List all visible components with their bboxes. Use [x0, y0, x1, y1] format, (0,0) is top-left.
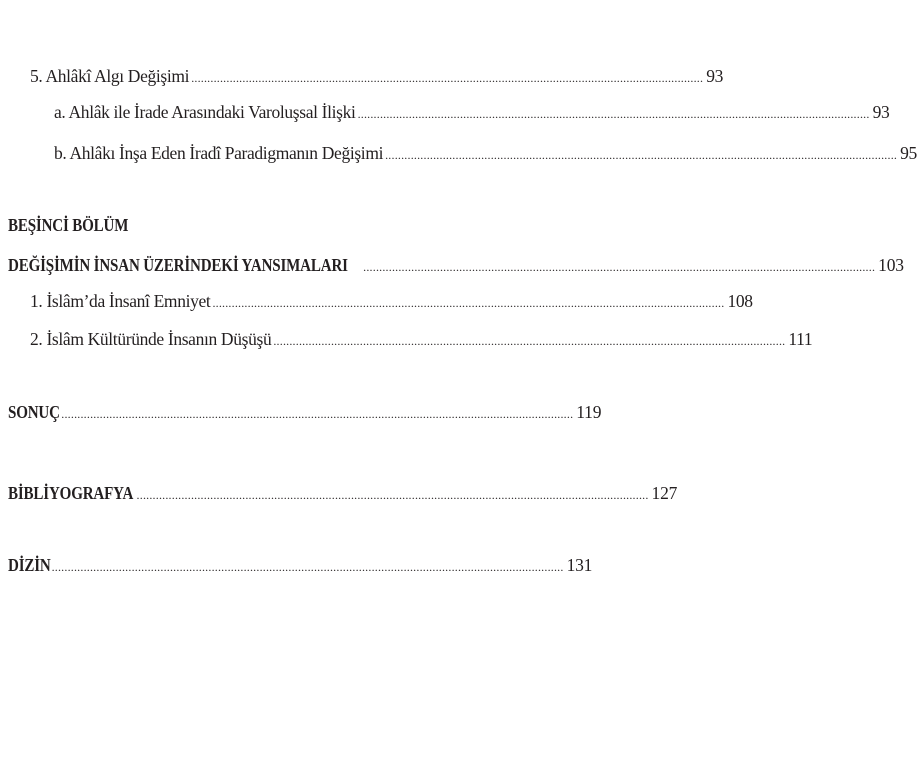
toc-entry-title: SONUÇ [8, 402, 60, 422]
leader-dots: ................................................................................................................................................................ [212, 296, 725, 310]
toc-entry-bibliyografya[interactable] [8, 482, 678, 506]
leader-dots: ................................................................................................................................................................ [363, 260, 876, 274]
leader-dots: ................................................................................................................................................................ [357, 107, 870, 121]
toc-entry-page: 95 [900, 143, 917, 163]
toc-entry-page: 93 [706, 66, 723, 86]
toc-entry-ahlak-irade[interactable] [54, 101, 890, 125]
toc-entry-insani-emniyet[interactable] [30, 290, 753, 314]
toc-entry-title: a. Ahlâk ile İrade Arasındaki Varoluşsal İlişki [54, 102, 356, 122]
toc-entry-page: 93 [872, 102, 890, 122]
chapter-label: BEŞİNCİ BÖLÜM [8, 215, 129, 235]
toc-entry-ahlaki-algi[interactable] [30, 65, 723, 89]
toc-entry-title: BİBLİYOGRAFYA [8, 483, 134, 503]
toc-entry-page: 103 [878, 255, 904, 275]
leader-dots: ................................................................................................................................................................ [61, 407, 574, 421]
toc-entry-title: 5. Ahlâkî Algı Değişimi [30, 66, 190, 86]
toc-entry-page: 119 [576, 402, 602, 422]
toc-entry-title: 2. İslâm Kültüründe İnsanın Düşüşü [30, 329, 272, 349]
toc-entry-chapter5[interactable] [8, 254, 904, 278]
toc-entry-title: DEĞİŞİMİN İNSAN ÜZERİNDEKİ YANSIMALARI [8, 255, 348, 275]
toc-entry-dizin[interactable] [8, 554, 593, 578]
toc-entry-page: 111 [788, 329, 813, 349]
toc-entry-title: 1. İslâm’da İnsanî Emniyet [30, 291, 211, 311]
toc-entry-title: DİZİN [8, 555, 51, 575]
toc-entry-page: 108 [727, 291, 753, 311]
toc-entry-title: b. Ahlâkı İnşa Eden İradî Paradigmanın Değişimi [54, 143, 384, 163]
toc-entry-insanin-dususu[interactable] [30, 328, 813, 352]
leader-dots: ................................................................................................................................................................ [51, 560, 564, 574]
leader-dots: ................................................................................................................................................................ [136, 488, 649, 502]
toc-entry-page: 127 [651, 483, 678, 503]
leader-dots: ................................................................................................................................................................ [385, 148, 898, 162]
toc-entry-sonuc[interactable] [8, 401, 602, 425]
toc-entry-iradi-paradigma[interactable] [54, 142, 917, 166]
toc-entry-page: 131 [566, 555, 593, 575]
leader-dots: ................................................................................................................................................................ [273, 334, 786, 348]
leader-dots: ................................................................................................................................................................ [191, 71, 704, 85]
